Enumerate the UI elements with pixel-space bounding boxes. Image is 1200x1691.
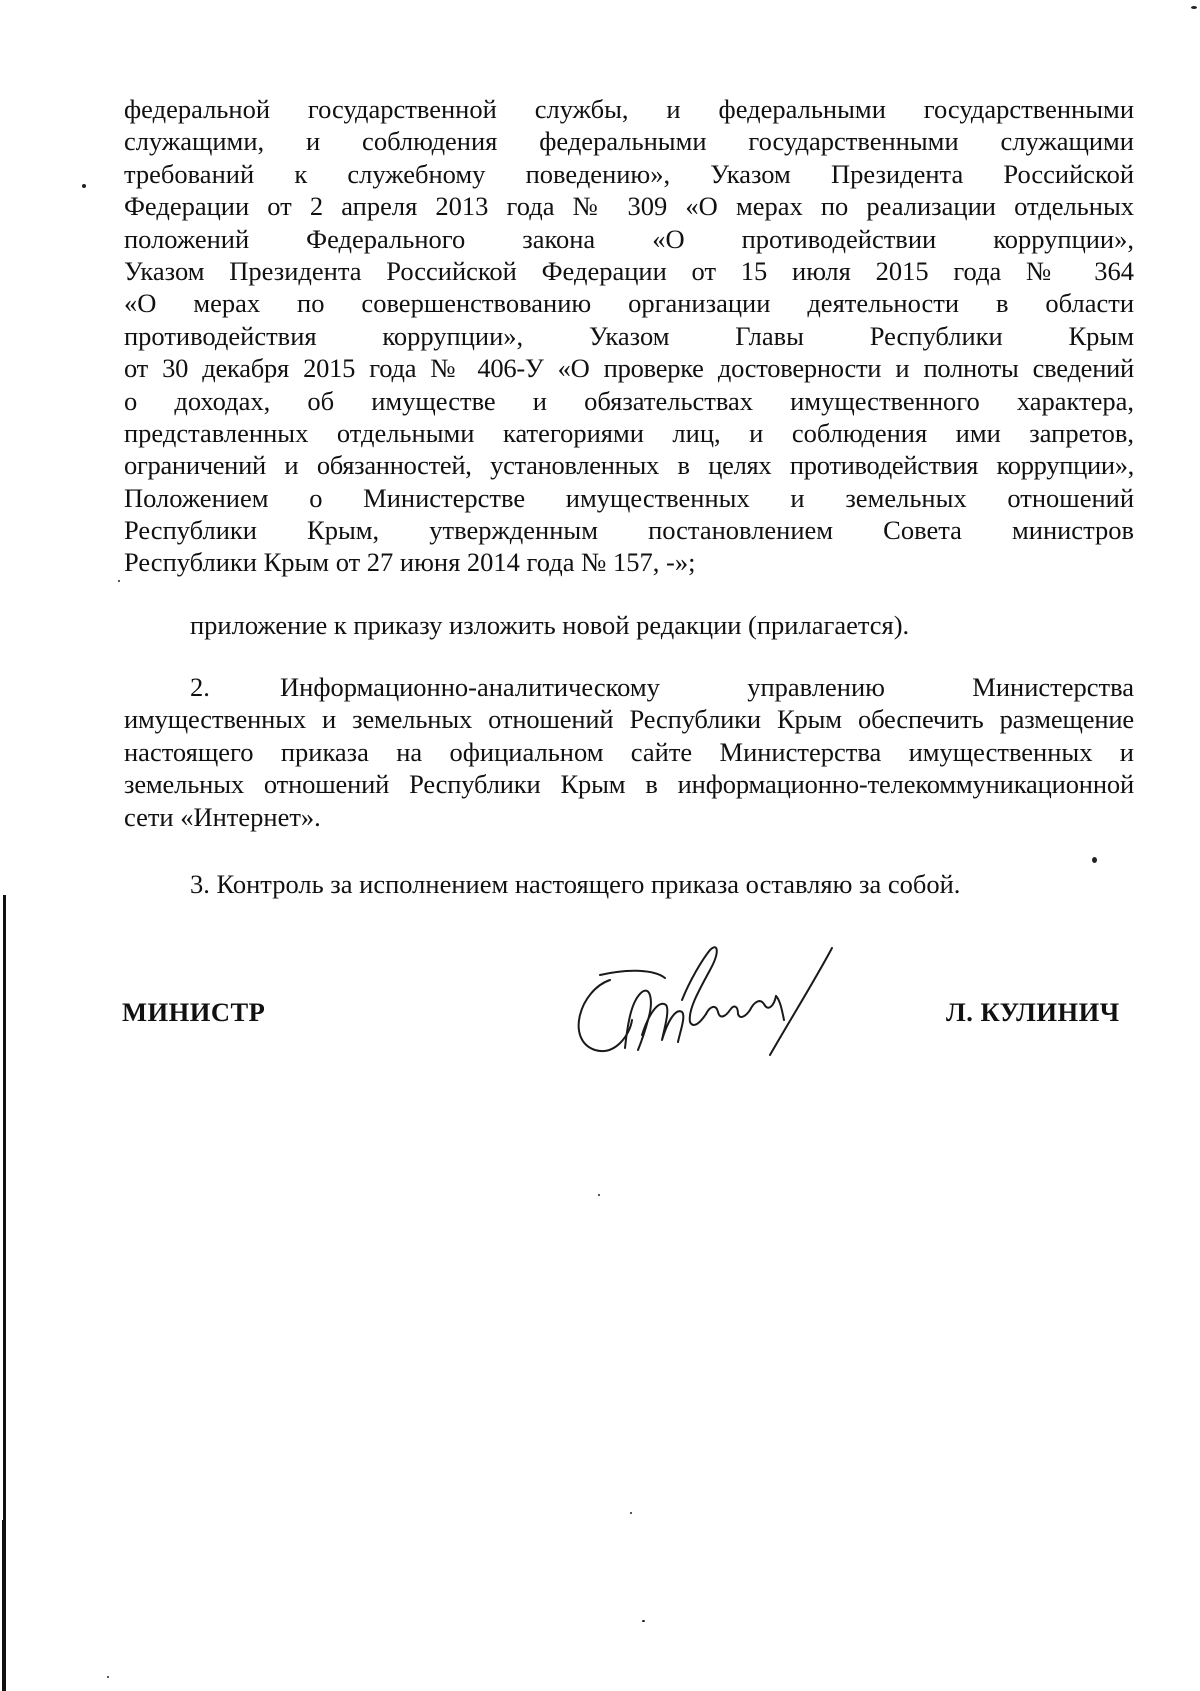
text-line: о доходах, об имуществе и обязательствах имущественного характера, [124, 385, 1134, 416]
scan-speck [630, 1512, 632, 1514]
text-line: настоящего приказа на официальном сайте Министерства имущественных и [124, 736, 1134, 767]
scan-speck [118, 580, 120, 582]
text-line: Указом Президента Российской Федерации от 15 июля 2015 года № 364 [124, 255, 1134, 286]
scan-speck [1092, 857, 1097, 863]
scan-speck [642, 1620, 645, 1622]
text-line: противодействия коррупции», Указом Главы Республики Крым [124, 320, 1134, 351]
item-2-number: 2. [190, 672, 210, 702]
text-line: федеральной государственной службы, и федеральными государственными [124, 94, 1134, 124]
text-line: сети «Интернет». [124, 801, 321, 832]
text-line: земельных отношений Республики Крым в информационно-телекоммуникационной [124, 769, 1134, 800]
text-line: имущественных и земельных отношений Республики Крым обеспечить размещение [124, 704, 1134, 735]
text-line: Республики Крым, утвержденным постановлением Совета министров [124, 515, 1134, 546]
scan-speck [82, 184, 86, 188]
text-line: Федерации от 2 апреля 2013 года № 309 «О мерах по реализации отдельных [124, 191, 1134, 222]
signatory-name: Л. КУЛИНИЧ [946, 997, 1120, 1027]
scan-speck [107, 1676, 109, 1678]
scan-speck [598, 1194, 600, 1196]
scan-speck [1191, 6, 1197, 9]
continuation-paragraph [124, 93, 1134, 579]
text-line: положений Федерального закона «О противодействии коррупции», [124, 223, 1134, 254]
item-3-paragraph: 3. Контроль за исполнением настоящего приказа оставляю за собой. [190, 869, 961, 899]
scan-margin-bar-lower [2, 1520, 6, 1691]
text-line: Республики Крым от 27 июня 2014 года № 157, -»; [124, 547, 696, 578]
text-line: представленных отдельными категориями лиц, и соблюдения ими запретов, [124, 417, 1134, 448]
item-2-first-line-rest: Информационно-аналитическому управлению Министерства [280, 672, 1134, 702]
appendix-clause: приложение к приказу изложить новой редакции (прилагается). [190, 610, 910, 640]
text-line: Положением о Министерстве имущественных и земельных отношений [124, 482, 1134, 513]
handwritten-signature [570, 940, 870, 1070]
item-2-paragraph [124, 671, 1134, 833]
text-line: требований к служебному поведению», Указом Президента Российской [124, 158, 1134, 189]
signatory-title: МИНИСТР [122, 997, 266, 1027]
text-line: «О мерах по совершенствованию организации деятельности в области [124, 288, 1134, 319]
text-line: от 30 декабря 2015 года № 406-У «О проверке достоверности и полноты сведений [124, 353, 1134, 384]
text-line: служащими, и соблюдения федеральными государственными служащими [124, 126, 1134, 157]
text-line: ограничений и обязанностей, установленных в целях противодействия коррупции», [124, 450, 1134, 481]
item-2-first-line [124, 671, 1134, 703]
